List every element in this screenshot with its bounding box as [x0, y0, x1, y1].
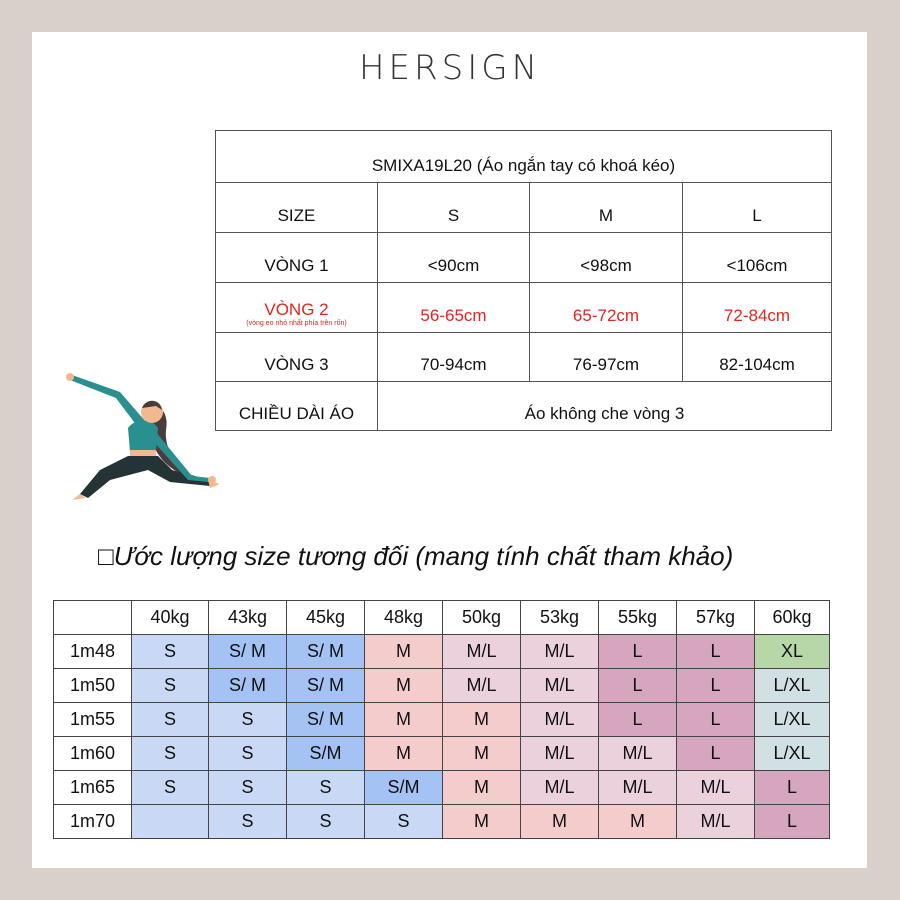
- grid-height-label: 1m48: [54, 635, 132, 669]
- grid-size-cell: S/ M: [287, 703, 365, 737]
- grid-size-cell: L: [677, 737, 755, 771]
- grid-row: [54, 771, 830, 805]
- grid-height-label: 1m50: [54, 669, 132, 703]
- spec-cell: 65-72cm: [530, 283, 683, 333]
- spec-cell: <98cm: [530, 233, 683, 283]
- grid-weight-header: 48kg: [365, 601, 443, 635]
- grid-size-cell: S: [209, 771, 287, 805]
- spec-cell: 76-97cm: [530, 333, 683, 382]
- yoga-woman-illustration: [60, 370, 220, 500]
- brand-logo: HERSIGN: [358, 48, 542, 88]
- grid-size-cell: M/L: [521, 737, 599, 771]
- spec-row-label: VÒNG 1: [216, 233, 378, 283]
- spec-length-label: CHIỀU DÀI ÁO: [216, 382, 378, 431]
- grid-size-cell: S: [365, 805, 443, 839]
- grid-size-cell: M/L: [521, 771, 599, 805]
- grid-size-cell: S/ M: [287, 635, 365, 669]
- spec-cell: <106cm: [683, 233, 832, 283]
- grid-size-cell: M/L: [521, 703, 599, 737]
- grid-weight-header: 57kg: [677, 601, 755, 635]
- grid-weight-header: 50kg: [443, 601, 521, 635]
- grid-size-cell: S: [287, 805, 365, 839]
- grid-row: [54, 737, 830, 771]
- spec-cell: <90cm: [378, 233, 530, 283]
- grid-weight-header: 45kg: [287, 601, 365, 635]
- grid-row: [54, 805, 830, 839]
- spec-title: SMIXA19L20 (Áo ngắn tay có khoá kéo): [216, 131, 832, 183]
- grid-size-cell: [132, 805, 209, 839]
- grid-weight-header: 40kg: [132, 601, 209, 635]
- grid-size-cell: M: [443, 737, 521, 771]
- spec-row-label: VÒNG 3: [216, 333, 378, 382]
- grid-size-cell: S/M: [287, 737, 365, 771]
- grid-size-cell: M: [365, 669, 443, 703]
- grid-corner: [54, 601, 132, 635]
- grid-size-cell: S: [132, 737, 209, 771]
- grid-size-cell: S: [132, 771, 209, 805]
- grid-size-cell: S: [209, 703, 287, 737]
- grid-size-cell: L: [599, 703, 677, 737]
- grid-size-cell: M: [443, 805, 521, 839]
- spec-table: [215, 130, 832, 431]
- grid-size-cell: M: [365, 737, 443, 771]
- grid-weight-header: 43kg: [209, 601, 287, 635]
- grid-height-label: 1m60: [54, 737, 132, 771]
- spec-header-m: M: [530, 183, 683, 233]
- grid-size-cell: M: [599, 805, 677, 839]
- grid-size-cell: S: [209, 737, 287, 771]
- grid-row: [54, 669, 830, 703]
- grid-size-cell: M/L: [599, 737, 677, 771]
- spec-cell: 72-84cm: [683, 283, 832, 333]
- spec-header-l: L: [683, 183, 832, 233]
- spec-header-s: S: [378, 183, 530, 233]
- grid-size-cell: L: [599, 669, 677, 703]
- spec-cell: 82-104cm: [683, 333, 832, 382]
- grid-weight-header: 55kg: [599, 601, 677, 635]
- grid-size-cell: S: [209, 805, 287, 839]
- estimate-title: □Ước lượng size tương đối (mang tính chất tham khảo): [98, 541, 734, 571]
- grid-height-label: 1m70: [54, 805, 132, 839]
- grid-size-cell: S/M: [365, 771, 443, 805]
- size-estimate-table: [53, 600, 830, 839]
- grid-height-label: 1m65: [54, 771, 132, 805]
- grid-size-cell: S/ M: [287, 669, 365, 703]
- spec-row-label-text: VÒNG 2: [264, 300, 329, 319]
- spec-row-note: (vòng eo nhỏ nhất phía trên rốn): [246, 320, 347, 327]
- grid-weight-header: 60kg: [755, 601, 830, 635]
- spec-header-size: SIZE: [216, 183, 378, 233]
- grid-row: [54, 635, 830, 669]
- spec-cell: 70-94cm: [378, 333, 530, 382]
- grid-size-cell: S: [132, 635, 209, 669]
- grid-size-cell: M: [365, 635, 443, 669]
- grid-size-cell: S: [287, 771, 365, 805]
- grid-size-cell: L/XL: [755, 669, 830, 703]
- grid-size-cell: L: [755, 805, 830, 839]
- grid-size-cell: S: [132, 703, 209, 737]
- grid-weight-header: 53kg: [521, 601, 599, 635]
- grid-size-cell: L: [755, 771, 830, 805]
- grid-height-label: 1m55: [54, 703, 132, 737]
- grid-size-cell: M: [443, 703, 521, 737]
- grid-size-cell: L: [677, 669, 755, 703]
- spec-cell: 56-65cm: [378, 283, 530, 333]
- grid-size-cell: M/L: [599, 771, 677, 805]
- grid-size-cell: S: [132, 669, 209, 703]
- grid-row: [54, 703, 830, 737]
- grid-size-cell: M: [521, 805, 599, 839]
- grid-size-cell: S/ M: [209, 669, 287, 703]
- grid-size-cell: L/XL: [755, 703, 830, 737]
- grid-size-cell: M/L: [677, 805, 755, 839]
- grid-size-cell: L: [599, 635, 677, 669]
- spec-length-value: Áo không che vòng 3: [378, 382, 832, 431]
- grid-size-cell: M/L: [443, 635, 521, 669]
- grid-size-cell: L/XL: [755, 737, 830, 771]
- grid-size-cell: M: [443, 771, 521, 805]
- grid-size-cell: M/L: [521, 635, 599, 669]
- grid-size-cell: M/L: [443, 669, 521, 703]
- grid-size-cell: S/ M: [209, 635, 287, 669]
- grid-size-cell: M/L: [521, 669, 599, 703]
- grid-size-cell: L: [677, 703, 755, 737]
- grid-size-cell: M: [365, 703, 443, 737]
- grid-size-cell: L: [677, 635, 755, 669]
- grid-size-cell: M/L: [677, 771, 755, 805]
- grid-size-cell: XL: [755, 635, 830, 669]
- spec-row-label-vong2: [216, 283, 378, 333]
